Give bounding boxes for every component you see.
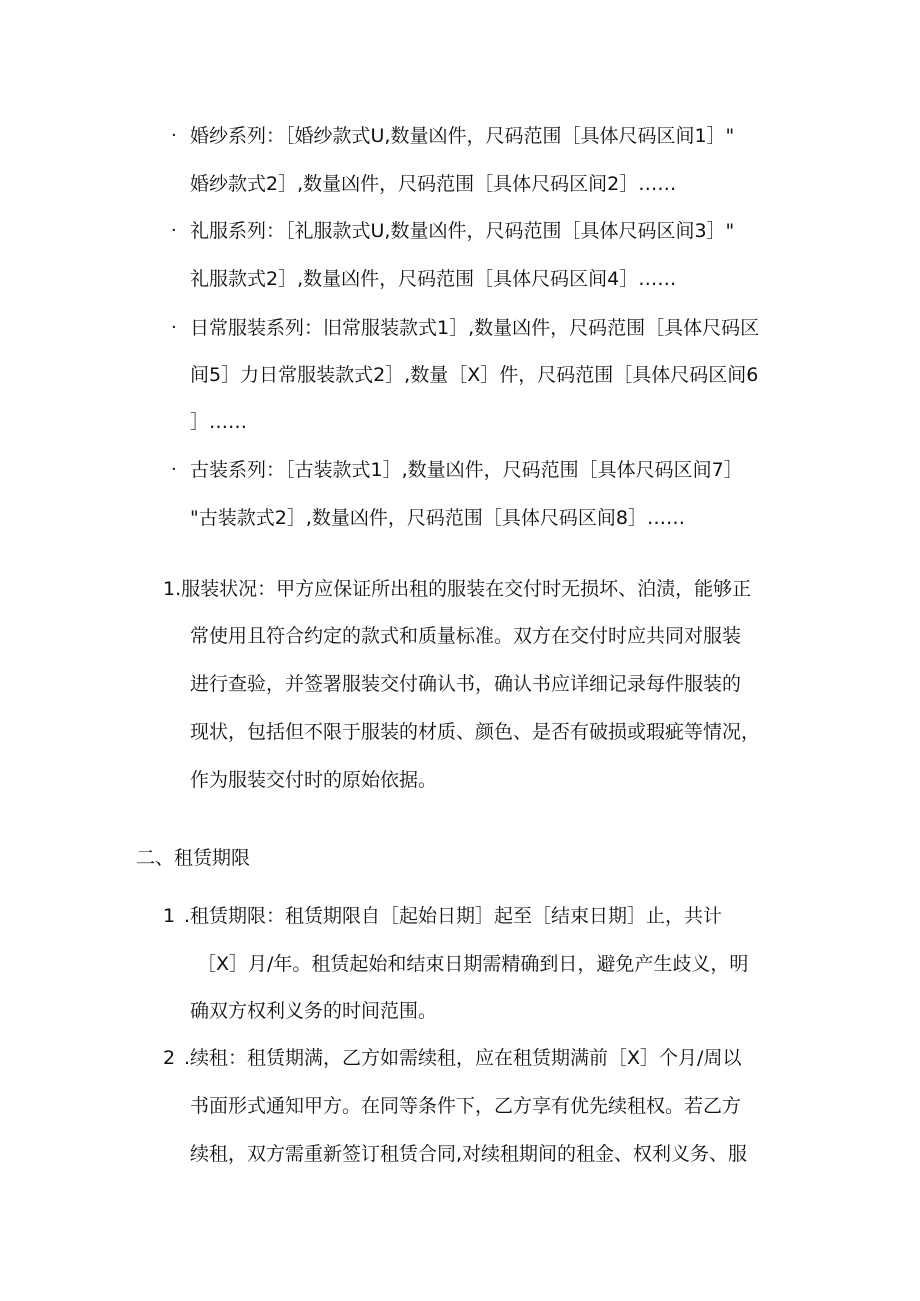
- bullet-line: 古装系列：［古装款式1］,数量凶件，尺码范围［具体尺码区间7］: [190, 459, 743, 481]
- bullet-marker: ·: [171, 220, 177, 241]
- bullet-line: 婚纱系列：［婚纱款式U,数量凶件，尺码范围［具体尺码区间1］": [190, 125, 735, 147]
- bullet-line: 婚纱款式2］,数量凶件，尺码范围［具体尺码区间2］……: [190, 173, 677, 195]
- clothing-status-line: 作为服装交付时的原始依据。: [190, 769, 438, 791]
- clause-number: 1: [163, 905, 176, 927]
- bullet-marker: ·: [171, 459, 177, 480]
- bullet-line: 日常服装系列：旧常服装款式1］,数量凶件，尺码范围［具体尺码区: [190, 317, 760, 339]
- clothing-status-line: 现状，包括但不限于服装的材质、颜色、是否有破损或瑕疵等情况，: [190, 721, 761, 743]
- clause-line: 书面形式通知甲方。在同等条件下，乙方享有优先续租权。若乙方: [190, 1095, 742, 1117]
- clothing-status-line: 进行查验，并签署服装交付确认书，确认书应详细记录每件服装的: [190, 673, 742, 695]
- clause-number: 2: [163, 1047, 176, 1069]
- clause-line: ［X］月/年。租赁起始和结束日期需精确到日，避免产生歧义，明: [197, 953, 749, 975]
- bullet-marker: ·: [171, 317, 177, 338]
- clothing-status-line: 常使用且符合约定的款式和质量标准。双方在交付时应共同对服装: [190, 625, 742, 647]
- clause-line: .租赁期限：租赁期限自［起始日期］起至［结束日期］止，共计: [184, 905, 723, 927]
- bullet-line: ］……: [190, 411, 248, 433]
- bullet-line: 礼服款式2］,数量凶件，尺码范围［具体尺码区间4］……: [190, 268, 677, 290]
- clothing-status-line: 1.服装状况：甲方应保证所出租的服装在交付时无损坏、泊渍，能够正: [163, 578, 752, 600]
- bullet-line: 礼服系列：［礼服款式U,数量凶件，尺码范围［具体尺码区间3］": [190, 220, 735, 242]
- section-title: 二、租赁期限: [136, 847, 251, 869]
- bullet-marker: ·: [171, 125, 177, 146]
- clause-line: .续租：租赁期满，乙方如需续租，应在租赁期满前［X］个月/周以: [184, 1047, 742, 1069]
- bullet-line: "古装款式2］,数量凶件，尺码范围［具体尺码区间8］……: [190, 507, 685, 529]
- clause-line: 确双方权利义务的时间范围。: [190, 1000, 438, 1022]
- clause-line: 续租，双方需重新签订租赁合同,对续租期间的租金、权利义务、服: [190, 1143, 748, 1165]
- bullet-line: 间5］力日常服装款式2］,数量［X］件，尺码范围［具体尺码区间6: [190, 364, 759, 386]
